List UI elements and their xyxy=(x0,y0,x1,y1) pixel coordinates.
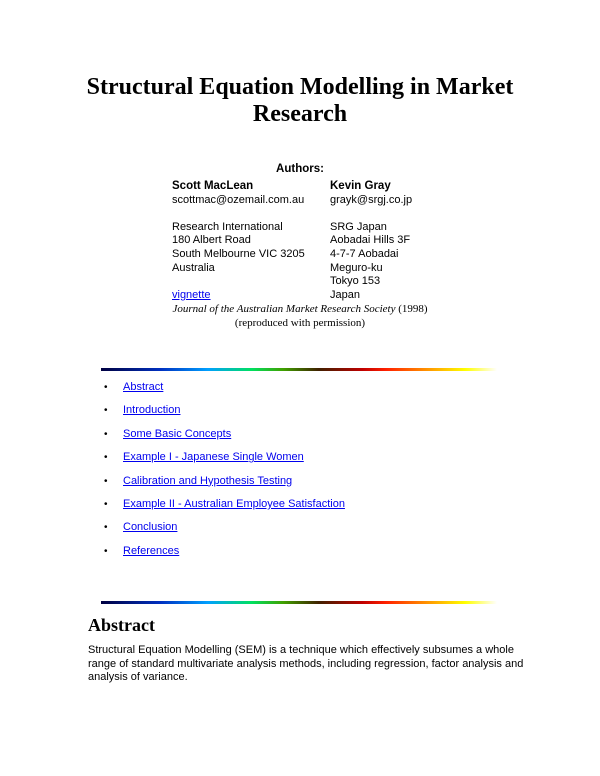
address-line: Aobadai Hills 3F xyxy=(330,234,411,247)
vignette-link[interactable]: vignette xyxy=(172,288,211,301)
journal-name: Journal of the Australian Market Research Society xyxy=(172,303,396,315)
bullet-icon: • xyxy=(104,452,108,464)
bullet-icon: • xyxy=(104,498,108,510)
toc-item xyxy=(104,450,345,473)
address-line: Tokyo 153 xyxy=(330,275,381,288)
author-email: grayk@srgj.co.jp xyxy=(330,193,413,206)
address-line: Australia xyxy=(172,261,215,274)
table-of-contents xyxy=(104,380,345,567)
toc-item xyxy=(104,544,345,567)
author-email: scottmac@ozemail.com.au xyxy=(172,193,305,206)
toc-link-abstract[interactable]: Abstract xyxy=(123,381,164,393)
citation xyxy=(0,302,600,330)
author-1 xyxy=(172,180,305,302)
address-line: Research International xyxy=(172,220,283,233)
bullet-icon: • xyxy=(104,475,108,487)
address-line: Japan xyxy=(330,288,360,301)
toc-item xyxy=(104,520,345,543)
bullet-icon: • xyxy=(104,382,108,393)
toc-link-introduction[interactable]: Introduction xyxy=(123,404,181,417)
toc-item xyxy=(104,497,345,520)
author-2 xyxy=(330,180,412,302)
toc-link-example-1[interactable]: Example I - Japanese Single Women xyxy=(123,451,304,464)
bullet-icon: • xyxy=(104,545,108,557)
toc-link-calibration[interactable]: Calibration and Hypothesis Testing xyxy=(123,474,293,487)
bullet-icon: • xyxy=(104,428,108,440)
toc-link-conclusion[interactable]: Conclusion xyxy=(123,521,178,534)
bullet-icon: • xyxy=(104,405,108,417)
toc-item xyxy=(104,403,345,426)
bullet-icon: • xyxy=(104,522,108,534)
abstract-heading: Abstract xyxy=(88,615,155,635)
address-line: South Melbourne VIC 3205 xyxy=(172,247,305,260)
author-name: Scott MacLean xyxy=(172,180,254,192)
author-name: Kevin Gray xyxy=(330,180,391,192)
toc-item xyxy=(104,380,345,403)
address-line: 180 Albert Road xyxy=(172,234,251,247)
rainbow-divider xyxy=(101,601,497,604)
permission-note: (reproduced with permission) xyxy=(234,317,366,329)
rainbow-divider xyxy=(101,368,497,371)
page-title: Structural Equation Modelling in Market Research xyxy=(86,74,514,127)
toc-link-basic-concepts[interactable]: Some Basic Concepts xyxy=(123,427,232,440)
abstract-text: Structural Equation Modelling (SEM) is a technique which effectively subsumes a whole range of standard multivariate analysis methods, including regression, factor analysis and analysis of variance. xyxy=(88,644,524,684)
address-line: 4-7-7 Aobadai xyxy=(330,247,399,260)
address-line: SRG Japan xyxy=(330,220,387,233)
toc-item xyxy=(104,427,345,450)
year: (1998) xyxy=(398,303,428,315)
toc-link-references[interactable]: References xyxy=(123,544,180,557)
toc-item xyxy=(104,474,345,497)
authors-label: Authors: xyxy=(276,163,324,175)
toc-link-example-2[interactable]: Example II - Australian Employee Satisfaction xyxy=(123,497,345,510)
address-line: Meguro-ku xyxy=(330,261,383,274)
